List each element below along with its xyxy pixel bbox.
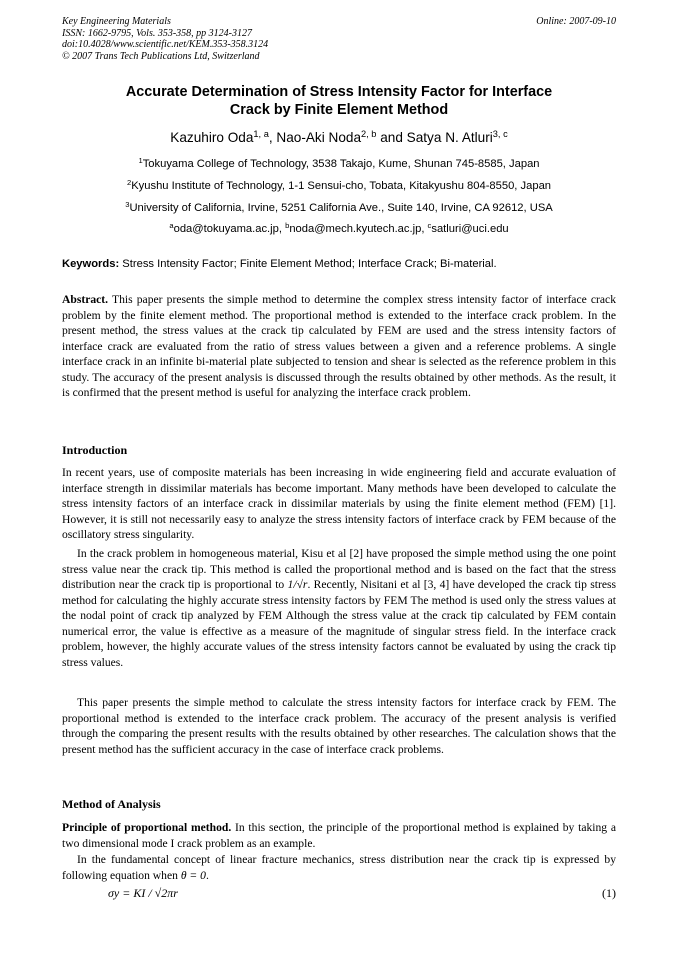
issn-line: ISSN: 1662-9795, Vols. 353-358, pp 3124-3127 <box>62 27 252 39</box>
introduction-paragraph-3: This paper presents the simple method to calculate the stress intensity factors for interface crack by FEM. The proportional method is extended to the interface crack problem. The accuracy of the present analysis is verified through the comparing the present results with the results obtained by other researches. The calculation shows that the present method has the sufficient accuracy in the case of interface crack problems. <box>62 696 616 756</box>
method-paragraph-2 <box>62 852 616 883</box>
title-line-1: Accurate Determination of Stress Intensity Factor for Interface <box>125 84 553 100</box>
journal-header <box>62 16 616 62</box>
introduction-paragraph-2 <box>62 546 616 670</box>
keywords-label: Keywords: <box>62 258 120 270</box>
method-heading: Method of Analysis <box>62 797 161 811</box>
email-superscript: c <box>427 220 432 230</box>
affiliation-3 <box>62 201 616 215</box>
author-superscript: 3, c <box>492 128 508 139</box>
journal-name: Key Engineering Materials <box>62 16 171 27</box>
affiliation-2 <box>62 179 616 193</box>
subsection-label: Principle of proportional method. <box>62 821 232 834</box>
author-separator: and <box>376 130 407 145</box>
affiliation-superscript: 2 <box>126 177 132 187</box>
affiliation-1 <box>62 157 616 171</box>
author-name: Nao-Aki Noda <box>276 130 362 145</box>
paragraph-text: In the fundamental concept of linear fracture mechanics, stress distribution near the crack tip is expressed by following equation when <box>62 853 616 882</box>
copyright-line: © 2007 Trans Tech Publications Ltd, Switzerland <box>62 50 260 62</box>
abstract-text: This paper presents the simple method to determine the complex stress intensity factor of interface crack problem by the finite element method. The proportional method is extended to the interface crack problem. In the present method, the stress values at the crack tip calculated by FEM are used and the stress intensity factors of interface crack are evaluated from the ratio of stress values between a given and a reference problems. A single interface crack in an infinite bi-material plate subjected to tension and shear is selected as the reference problem in this study. The accuracy of the present analysis is discussed through the results obtained by other methods. As the result, it is confirmed that the present method is useful for analyzing the interface crack problem. <box>62 293 616 399</box>
email-superscript: b <box>285 220 290 230</box>
author-separator: , <box>268 130 277 145</box>
affiliation-superscript: 3 <box>125 199 130 209</box>
email-atluri[interactable]: satluri@uci.edu <box>431 223 509 235</box>
doi-line: doi:10.4028/www.scientific.net/KEM.353-358.3124 <box>62 39 269 50</box>
equation-expression: σy = KI / √2πr <box>108 886 178 900</box>
introduction-paragraph-1: In recent years, use of composite materials has been increasing in wide engineering field and accurate evaluation of interface strength in dissimilar materials has become important. Many methods have been developed to calculate the stress intensity factors of an interface crack in dissimilar materials by using the finite element method (FEM) [1]. However, it is still not necessarily easy to analyze the stress intensity factors of interface crack by FEM because of the oscillatory stress singularity. <box>62 466 616 541</box>
keywords-text: Stress Intensity Factor; Finite Element Method; Interface Crack; Bi-material. <box>119 258 497 270</box>
affiliation-text: Kyushu Institute of Technology, 1-1 Sensui-cho, Tobata, Kitakyushu 804-8550, Japan <box>131 180 552 192</box>
author-name: Kazuhiro Oda <box>170 130 254 145</box>
inline-math: 1/√r <box>287 578 308 591</box>
keywords <box>62 257 616 271</box>
affiliation-text: University of California, Irvine, 5251 California Ave., Suite 140, Irvine, CA 92612, USA <box>129 202 553 214</box>
email-superscript: a <box>169 220 174 230</box>
email-noda[interactable]: noda@mech.kyutech.ac.jp, <box>289 223 428 235</box>
author-name: Satya N. Atluri <box>406 130 493 145</box>
affiliation-text: Tokuyama College of Technology, 3538 Takajo, Kume, Shunan 745-8585, Japan <box>142 158 540 170</box>
paragraph-text: In the crack problem in homogeneous material, Kisu et al [2] have proposed the simple method using the one point stress value near the crack tip. This method is called the proportional method and is based on the fact that the stress distribution near the crack tip is proportional to <box>62 547 616 591</box>
method-paragraph-1 <box>62 820 616 851</box>
inline-math: θ = 0 <box>180 868 206 882</box>
paragraph-text: . Recently, Nisitani et al [3, 4] have developed the crack tip stress method for calculating the highly accurate stress intensity factors by FEM The method is used only the stress values at the nodal point of crack tip analyzed by FEM Although the stress value at the crack tip calculated by FEM contain numerical error, the value is effective as a measure of the magnitude of singular stress field. In the interface crack problem, however, the highly accurate values of the stress intensity factors cannot be evaluated by using the crack tip stress values. <box>62 578 616 669</box>
paragraph-text: In this section, the principle of the proportional method is explained by taking a two dimensional mode I crack problem as an example. <box>62 821 616 850</box>
paper-title <box>62 83 616 119</box>
online-date: Online: 2007-09-10 <box>536 16 616 27</box>
abstract <box>62 292 616 401</box>
email-oda[interactable]: oda@tokuyama.ac.jp, <box>173 223 286 235</box>
author-superscript: 2, b <box>361 128 377 139</box>
title-line-2: Crack by Finite Element Method <box>229 102 449 118</box>
author-superscript: 1, a <box>253 128 269 139</box>
affiliation-superscript: 1 <box>138 155 143 165</box>
abstract-label: Abstract. <box>62 293 109 306</box>
introduction-heading: Introduction <box>62 443 128 457</box>
author-list <box>62 129 616 147</box>
email-line <box>62 222 616 236</box>
paragraph-text: . <box>205 868 209 882</box>
equation-number: (1) <box>602 886 616 900</box>
